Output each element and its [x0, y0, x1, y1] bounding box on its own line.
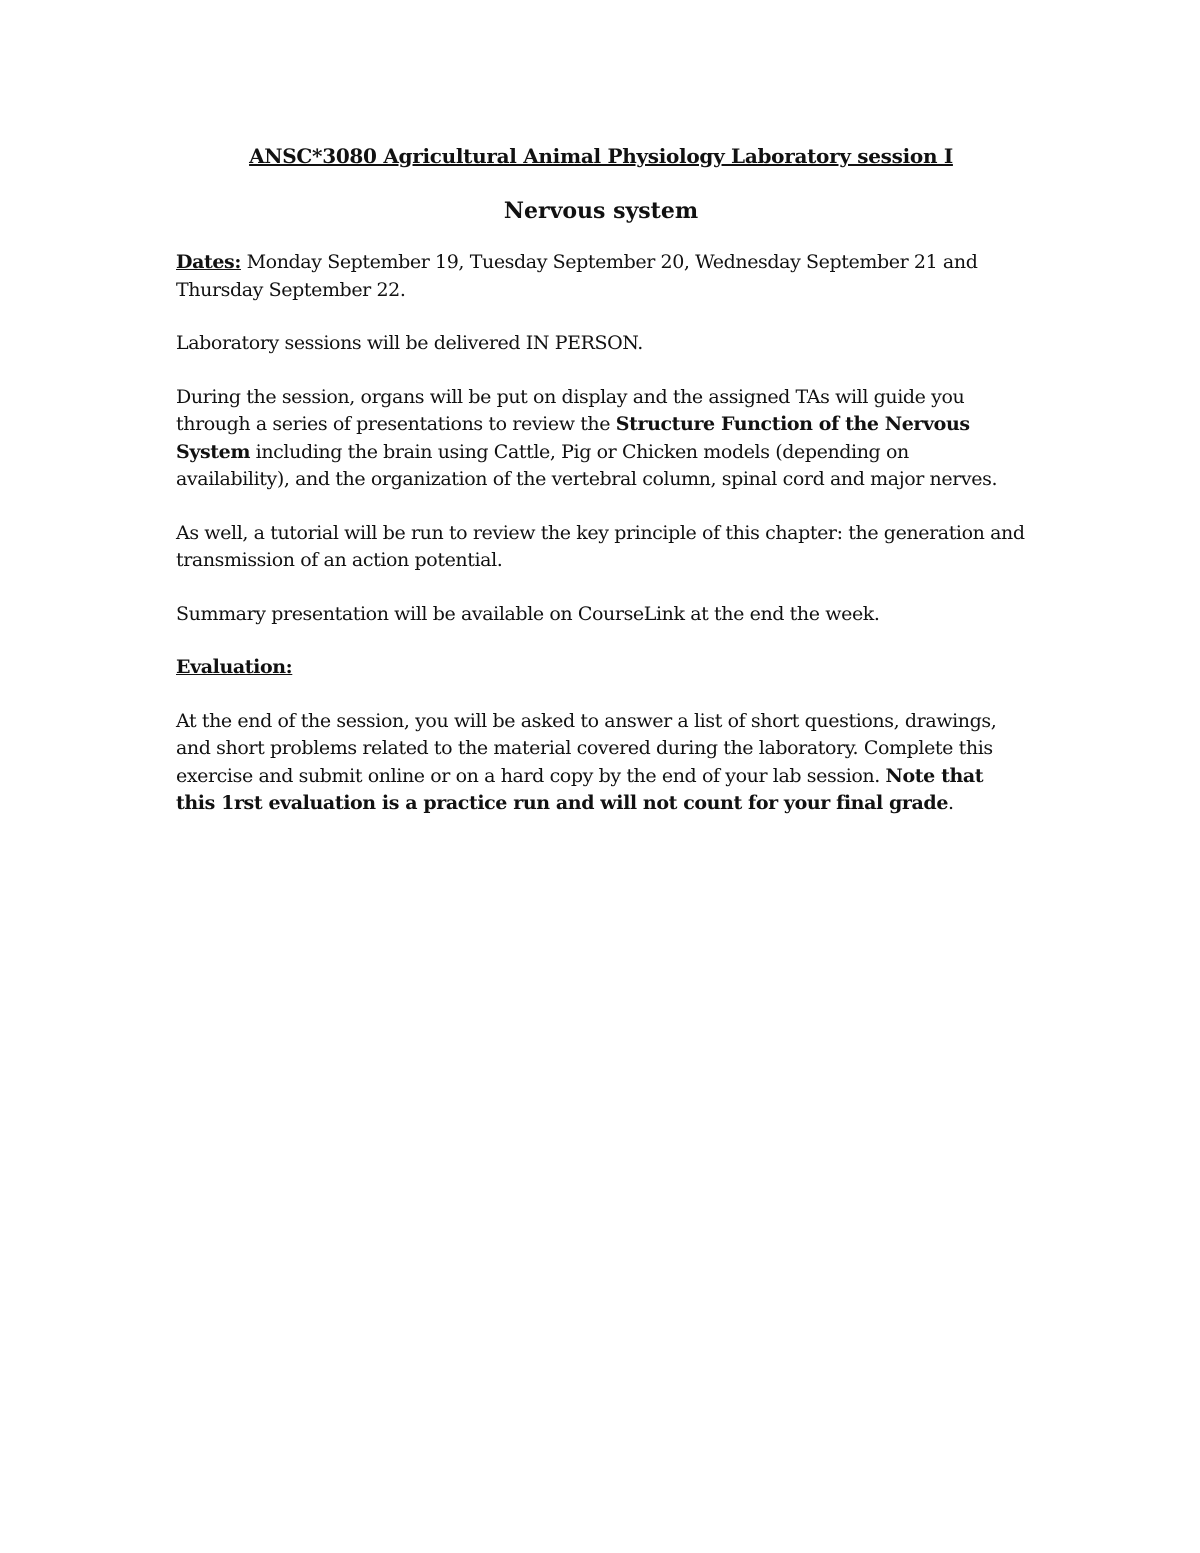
dates-text: Monday September 19, Tuesday September 20, Wednesday September 21 and Thursday September 22.	[176, 251, 978, 301]
evaluation-heading: Evaluation:	[176, 656, 293, 678]
summary-paragraph: Summary presentation will be available on CourseLink at the end the week.	[176, 602, 880, 625]
evaluation-text: At the end of the session, you will be asked to answer a list of short questions, drawings, and short problems related to the material covered during the laboratory. Complete this exercise and submit online or on a hard copy by the end of your lab session.	[176, 709, 997, 787]
evaluation-end: .	[948, 792, 954, 814]
evaluation-paragraph	[176, 708, 1026, 818]
dates-paragraph	[176, 249, 1026, 304]
dates-label: Dates:	[176, 251, 241, 273]
document-body	[176, 142, 1026, 818]
evaluation-note: Note that this 1rst evaluation is a practice run and will not count for your final grade	[176, 764, 984, 814]
session-bold-topic: Structure Function of the Nervous System	[176, 413, 970, 463]
tutorial-paragraph: As well, a tutorial will be run to review the key principle of this chapter: the generation and transmission of an action potential.	[176, 521, 1025, 571]
document-title: ANSC*3080 Agricultural Animal Physiology Laboratory session I	[249, 144, 953, 168]
session-paragraph	[176, 384, 1026, 494]
evaluation-heading-paragraph	[176, 654, 1026, 682]
session-text-1: During the session, organs will be put on display and the assigned TAs will guide you through a series of presentations to review the	[176, 385, 965, 435]
delivery-paragraph: Laboratory sessions will be delivered IN PERSON.	[176, 332, 643, 354]
session-text-2: including the brain using Cattle, Pig or Chicken models (depending on availability), and the organization of the vertebral column, spinal cord and major nerves.	[176, 440, 998, 490]
document-subtitle: Nervous system	[503, 198, 699, 224]
